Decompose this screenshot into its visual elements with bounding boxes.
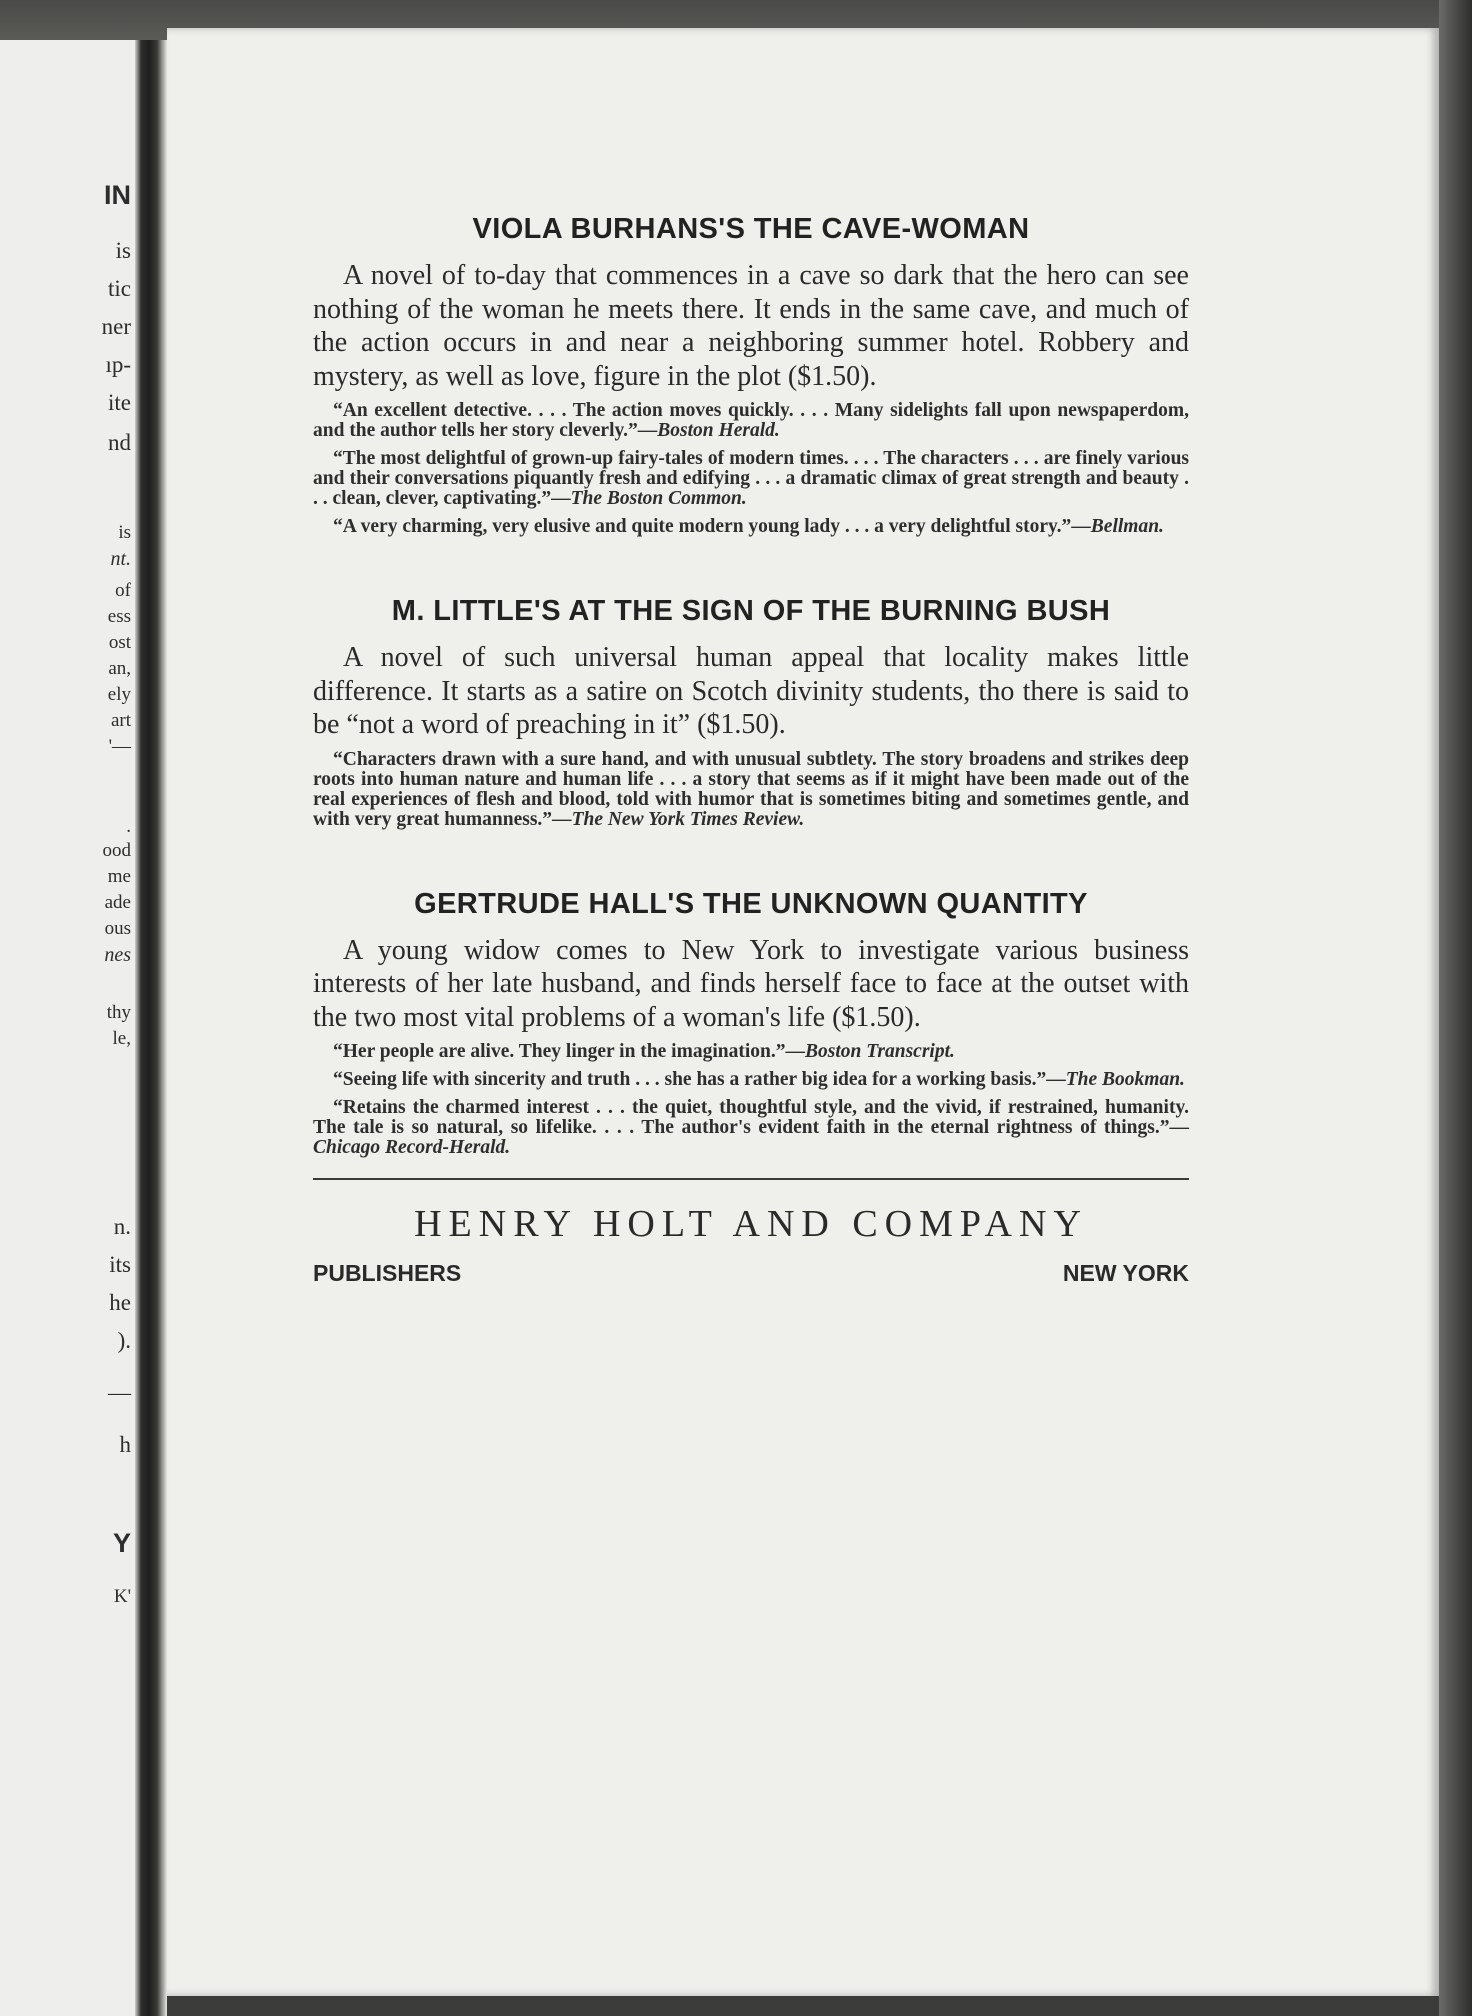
review-source: Boston Transcript. [804,1041,955,1062]
left-fragment: le, [112,1028,131,1049]
review-source: Bellman. [1090,516,1164,537]
left-fragment: is [115,238,131,263]
left-fragment: he [109,1290,131,1315]
review-quote: “Retains the charmed interest . . . the quiet, thoughtful style, and the vivid, if restrained, humanity. The tale is so natural, so lifelike. . . . The author's evident faith in the eternal rightness of things.”—Chicago Record-Herald. [313,1097,1189,1158]
scan-border-right [1439,0,1472,2016]
publisher-role: PUBLISHERS [313,1260,462,1286]
review-quote: “Seeing life with sincerity and truth . . . she has a rather big idea for a working basis.”—The Bookman. [333,1069,1185,1090]
review-quote: “The most delightful of grown-up fairy-tales of modern times. . . . The characters . . . are finely various and their conversations piquantly fresh and edifying . . . a dramatic climax of great strength and beauty . . . clean, clever, captivating.”—The Boston Common. [313,448,1189,509]
book-heading: GERTRUDE HALL'S THE UNKNOWN QUANTITY [414,887,1088,920]
review-source: The New York Times Review. [571,808,805,830]
book-description: A novel of to-day that commences in a cave so dark that the hero can see nothing of the woman he meets there. It ends in the same cave, and much of the action occurs in and near a neighboring summer hotel. Robbery and mystery, as well as love, figure in the plot ($1.50). [313,260,1189,392]
left-fragment: ite [108,390,131,415]
left-fragment: art [110,710,131,731]
left-fragment: is [118,522,131,543]
left-fragment: thy [106,1002,131,1023]
book-gutter [135,40,167,2016]
book-description: A novel of such universal human appeal that locality makes little difference. It starts as a satire on Scotch divinity students, tho there is said to be “not a word of preaching in it” ($1.50). [313,642,1189,740]
review-quote: “A very charming, very elusive and quite modern young lady . . . a very delightful story.”—Bellman. [333,516,1164,537]
publisher-name: HENRY HOLT AND COMPANY [414,1203,1088,1245]
review-quote: “Characters drawn with a sure hand, and with unusual subtlety. The story broadens and strikes deep roots into human nature and human life . . . a story that seems as if it might have been made out of the real experiences of flesh and blood, told with humor that is sometimes biting and sometimes gentle, and with very great humanness.”—The New York Times Review. [313,748,1189,830]
left-fragment: ood [102,840,131,861]
book-heading: VIOLA BURHANS'S THE CAVE-WOMAN [472,213,1030,245]
left-fragment: ely [107,684,131,705]
review-source: The Bookman. [1065,1069,1185,1090]
publisher-city: NEW YORK [1062,1260,1189,1286]
book-description: A young widow comes to New York to investigate various business interests of her late husband, and finds herself face to face at the outset with the two most vital problems of a woman's life ($1.50). [313,934,1189,1033]
left-fragment: of [115,580,131,601]
left-fragment: '— [108,736,131,757]
divider-rule [313,1178,1189,1180]
review-source: Chicago Record-Herald. [313,1137,511,1158]
left-fragment: — [108,1380,131,1405]
left-fragment: ). [117,1328,131,1353]
left-fragment: ous [104,918,131,939]
left-fragment: ade [104,892,131,913]
review-source: Boston Herald. [657,420,780,441]
left-fragment: its [109,1252,131,1277]
left-fragment: h [119,1432,131,1457]
left-fragment: . [126,816,131,837]
left-fragment: ess [107,606,131,627]
book-listing [313,205,1189,537]
publisher-footer [313,1260,1189,1287]
left-fragment: ıp- [105,352,131,377]
book-listing [313,880,1189,1159]
left-fragment: ner [101,314,131,339]
left-page-fragment [0,40,135,2016]
book-listing [313,587,1189,830]
left-fragment: K' [113,1586,131,1607]
book-heading: M. LITTLE'S AT THE SIGN OF THE BURNING BUSH [391,595,1111,627]
left-fragment: ost [108,632,131,653]
left-fragment: me [107,866,131,887]
left-fragment: nt. [110,548,131,570]
review-source: The Boston Common. [570,488,747,509]
left-fragment: nd [108,430,131,455]
left-fragment: nes [104,944,131,966]
left-fragment: Y [112,1528,131,1558]
left-fragment: IN [104,180,131,210]
left-fragment: an, [108,658,131,679]
review-quote: “An excellent detective. . . . The action moves quickly. . . . Many sidelights fall upon newspaperdom, and the author tells her story cleverly.”—Boston Herald. [313,400,1189,441]
left-fragment: tic [108,276,131,301]
advertisement-page [313,205,1189,1287]
left-fragment: n. [113,1214,131,1239]
review-quote: “Her people are alive. They linger in the imagination.”—Boston Transcript. [333,1041,955,1062]
